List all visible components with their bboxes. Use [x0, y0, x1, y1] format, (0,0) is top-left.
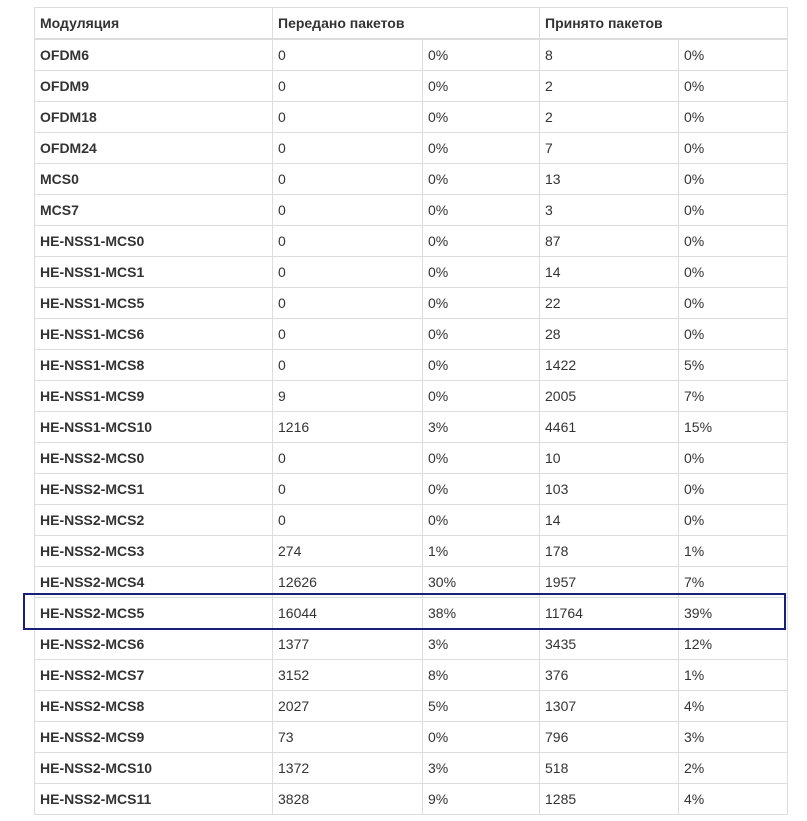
sent-count-cell: 274 — [273, 536, 423, 567]
sent-percent-cell: 0% — [423, 722, 540, 753]
sent-count-cell: 12626 — [273, 567, 423, 598]
table-row — [35, 381, 788, 412]
received-count-cell: 796 — [540, 722, 679, 753]
received-percent-cell: 4% — [679, 784, 788, 815]
table-row — [35, 288, 788, 319]
received-percent-cell: 39% — [679, 598, 788, 629]
modulation-stats-table — [34, 7, 788, 815]
sent-count-cell: 1377 — [273, 629, 423, 660]
received-percent-cell: 7% — [679, 567, 788, 598]
received-count-cell: 22 — [540, 288, 679, 319]
modulation-cell: HE-NSS1-MCS8 — [35, 350, 273, 381]
modulation-cell: HE-NSS2-MCS8 — [35, 691, 273, 722]
received-percent-cell: 0% — [679, 226, 788, 257]
modulation-cell: MCS0 — [35, 164, 273, 195]
received-percent-cell: 0% — [679, 443, 788, 474]
sent-percent-cell: 0% — [423, 350, 540, 381]
sent-count-cell: 0 — [273, 39, 423, 71]
sent-count-cell: 0 — [273, 133, 423, 164]
header-received-packets: Принято пакетов — [540, 8, 788, 40]
received-count-cell: 376 — [540, 660, 679, 691]
sent-count-cell: 3152 — [273, 660, 423, 691]
sent-count-cell: 0 — [273, 288, 423, 319]
received-percent-cell: 0% — [679, 319, 788, 350]
modulation-cell: HE-NSS2-MCS2 — [35, 505, 273, 536]
received-percent-cell: 0% — [679, 195, 788, 226]
table-row — [35, 784, 788, 815]
received-count-cell: 4461 — [540, 412, 679, 443]
table-row — [35, 536, 788, 567]
modulation-cell: HE-NSS1-MCS0 — [35, 226, 273, 257]
header-modulation: Модуляция — [35, 8, 273, 40]
sent-percent-cell: 0% — [423, 257, 540, 288]
table-row — [35, 505, 788, 536]
modulation-cell: HE-NSS2-MCS3 — [35, 536, 273, 567]
sent-count-cell: 0 — [273, 505, 423, 536]
table-row — [35, 319, 788, 350]
sent-percent-cell: 3% — [423, 412, 540, 443]
sent-percent-cell: 0% — [423, 443, 540, 474]
sent-count-cell: 1372 — [273, 753, 423, 784]
sent-percent-cell: 0% — [423, 195, 540, 226]
received-percent-cell: 2% — [679, 753, 788, 784]
sent-count-cell: 73 — [273, 722, 423, 753]
sent-count-cell: 0 — [273, 102, 423, 133]
table-header-row — [35, 8, 788, 40]
modulation-cell: OFDM18 — [35, 102, 273, 133]
sent-count-cell: 0 — [273, 164, 423, 195]
sent-percent-cell: 9% — [423, 784, 540, 815]
table-row — [35, 350, 788, 381]
received-percent-cell: 0% — [679, 71, 788, 102]
received-count-cell: 7 — [540, 133, 679, 164]
table-row — [35, 133, 788, 164]
table-row — [35, 71, 788, 102]
table-row — [35, 443, 788, 474]
sent-count-cell: 0 — [273, 71, 423, 102]
sent-percent-cell: 0% — [423, 381, 540, 412]
table-row — [35, 195, 788, 226]
table-row — [35, 722, 788, 753]
table-row — [35, 567, 788, 598]
received-percent-cell: 0% — [679, 164, 788, 195]
modulation-cell: HE-NSS1-MCS6 — [35, 319, 273, 350]
received-count-cell: 13 — [540, 164, 679, 195]
sent-percent-cell: 30% — [423, 567, 540, 598]
table-row — [35, 598, 788, 629]
received-count-cell: 8 — [540, 39, 679, 71]
received-count-cell: 1307 — [540, 691, 679, 722]
sent-percent-cell: 1% — [423, 536, 540, 567]
sent-percent-cell: 3% — [423, 629, 540, 660]
received-count-cell: 3 — [540, 195, 679, 226]
sent-percent-cell: 0% — [423, 133, 540, 164]
modulation-stats-container — [34, 7, 787, 815]
sent-count-cell: 3828 — [273, 784, 423, 815]
received-percent-cell: 0% — [679, 257, 788, 288]
received-count-cell: 14 — [540, 257, 679, 288]
received-count-cell: 2005 — [540, 381, 679, 412]
received-count-cell: 2 — [540, 71, 679, 102]
sent-count-cell: 2027 — [273, 691, 423, 722]
table-row — [35, 629, 788, 660]
sent-count-cell: 0 — [273, 226, 423, 257]
sent-percent-cell: 38% — [423, 598, 540, 629]
received-count-cell: 1957 — [540, 567, 679, 598]
received-percent-cell: 0% — [679, 133, 788, 164]
modulation-cell: HE-NSS2-MCS9 — [35, 722, 273, 753]
sent-percent-cell: 0% — [423, 474, 540, 505]
table-row — [35, 691, 788, 722]
received-count-cell: 3435 — [540, 629, 679, 660]
table-row — [35, 257, 788, 288]
header-sent-packets: Передано пакетов — [273, 8, 540, 40]
received-percent-cell: 12% — [679, 629, 788, 660]
sent-percent-cell: 0% — [423, 39, 540, 71]
modulation-cell: HE-NSS1-MCS1 — [35, 257, 273, 288]
table-row — [35, 39, 788, 71]
sent-percent-cell: 0% — [423, 505, 540, 536]
received-percent-cell: 0% — [679, 288, 788, 319]
modulation-cell: HE-NSS2-MCS5 — [35, 598, 273, 629]
table-row — [35, 660, 788, 691]
received-percent-cell: 0% — [679, 102, 788, 133]
received-count-cell: 11764 — [540, 598, 679, 629]
modulation-cell: HE-NSS2-MCS6 — [35, 629, 273, 660]
sent-count-cell: 0 — [273, 195, 423, 226]
received-count-cell: 28 — [540, 319, 679, 350]
received-percent-cell: 15% — [679, 412, 788, 443]
modulation-cell: HE-NSS2-MCS1 — [35, 474, 273, 505]
received-count-cell: 10 — [540, 443, 679, 474]
received-count-cell: 2 — [540, 102, 679, 133]
received-percent-cell: 0% — [679, 474, 788, 505]
received-percent-cell: 4% — [679, 691, 788, 722]
received-count-cell: 87 — [540, 226, 679, 257]
table-row — [35, 412, 788, 443]
table-row — [35, 474, 788, 505]
sent-percent-cell: 0% — [423, 102, 540, 133]
sent-percent-cell: 0% — [423, 288, 540, 319]
modulation-cell: HE-NSS1-MCS10 — [35, 412, 273, 443]
sent-percent-cell: 0% — [423, 226, 540, 257]
sent-percent-cell: 8% — [423, 660, 540, 691]
table-row — [35, 226, 788, 257]
received-percent-cell: 3% — [679, 722, 788, 753]
sent-percent-cell: 0% — [423, 164, 540, 195]
table-row — [35, 753, 788, 784]
sent-percent-cell: 5% — [423, 691, 540, 722]
sent-count-cell: 0 — [273, 474, 423, 505]
sent-count-cell: 16044 — [273, 598, 423, 629]
modulation-cell: HE-NSS2-MCS4 — [35, 567, 273, 598]
modulation-cell: OFDM24 — [35, 133, 273, 164]
received-percent-cell: 0% — [679, 39, 788, 71]
sent-percent-cell: 0% — [423, 71, 540, 102]
received-count-cell: 178 — [540, 536, 679, 567]
sent-count-cell: 9 — [273, 381, 423, 412]
received-percent-cell: 7% — [679, 381, 788, 412]
modulation-cell: HE-NSS2-MCS10 — [35, 753, 273, 784]
modulation-cell: OFDM9 — [35, 71, 273, 102]
received-percent-cell: 0% — [679, 505, 788, 536]
modulation-cell: HE-NSS2-MCS11 — [35, 784, 273, 815]
sent-count-cell: 0 — [273, 443, 423, 474]
received-percent-cell: 1% — [679, 536, 788, 567]
modulation-cell: HE-NSS2-MCS0 — [35, 443, 273, 474]
received-count-cell: 103 — [540, 474, 679, 505]
table-row — [35, 102, 788, 133]
received-percent-cell: 1% — [679, 660, 788, 691]
received-count-cell: 518 — [540, 753, 679, 784]
received-count-cell: 1285 — [540, 784, 679, 815]
modulation-cell: HE-NSS1-MCS9 — [35, 381, 273, 412]
received-count-cell: 14 — [540, 505, 679, 536]
sent-count-cell: 0 — [273, 319, 423, 350]
sent-count-cell: 0 — [273, 350, 423, 381]
received-count-cell: 1422 — [540, 350, 679, 381]
sent-count-cell: 0 — [273, 257, 423, 288]
sent-percent-cell: 0% — [423, 319, 540, 350]
received-percent-cell: 5% — [679, 350, 788, 381]
modulation-cell: OFDM6 — [35, 39, 273, 71]
sent-percent-cell: 3% — [423, 753, 540, 784]
table-row — [35, 164, 788, 195]
sent-count-cell: 1216 — [273, 412, 423, 443]
modulation-cell: HE-NSS2-MCS7 — [35, 660, 273, 691]
modulation-cell: HE-NSS1-MCS5 — [35, 288, 273, 319]
modulation-cell: MCS7 — [35, 195, 273, 226]
